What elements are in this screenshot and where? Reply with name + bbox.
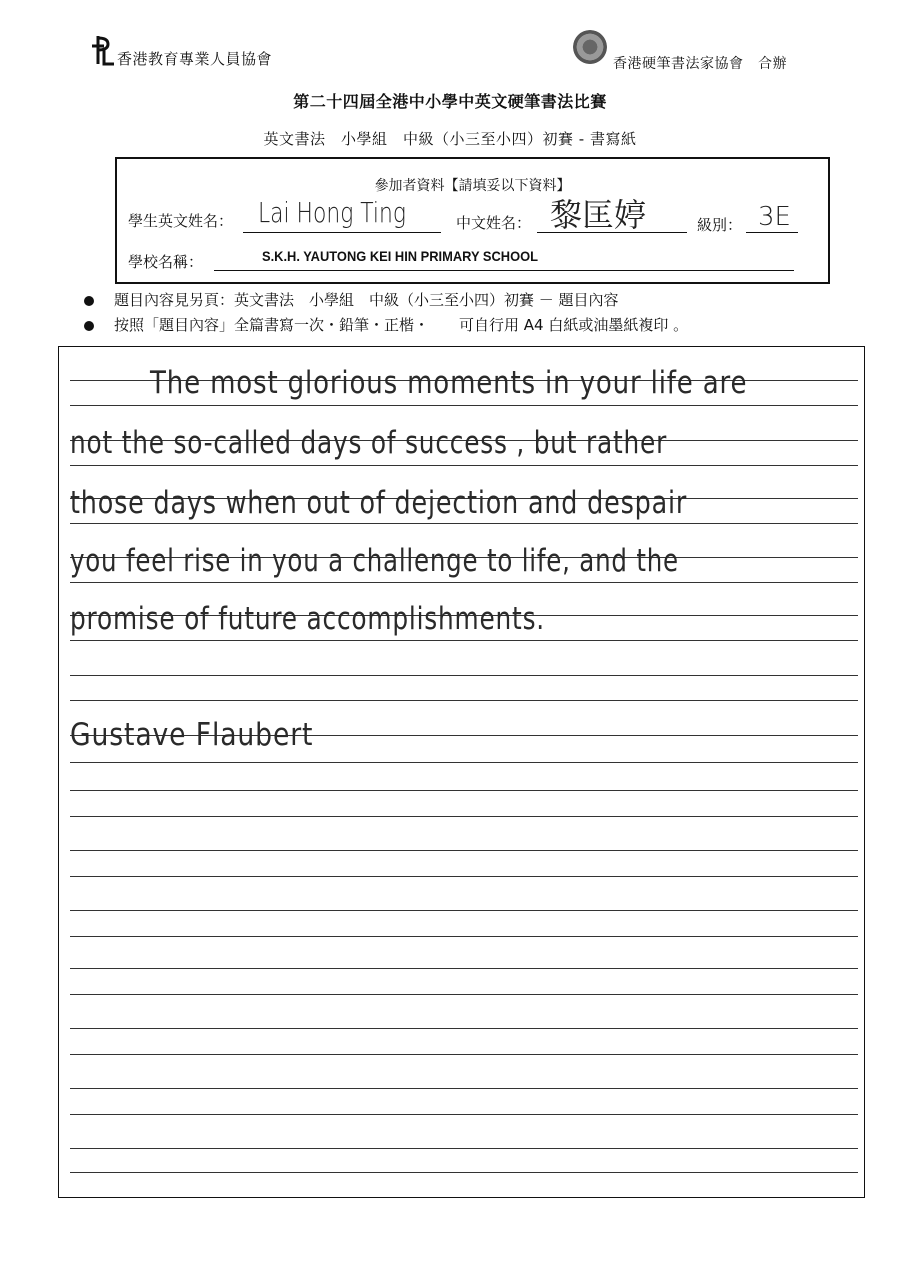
participant-info-heading: 參加者資料【請填妥以下資料】 bbox=[374, 178, 571, 194]
school-name-value[interactable]: S.K.H. YAUTONG KEI HIN PRIMARY SCHOOL bbox=[262, 248, 539, 264]
school-name-label: 學校名稱： bbox=[128, 253, 204, 271]
ruled-line bbox=[70, 1148, 858, 1149]
ruled-line bbox=[70, 968, 858, 969]
ruled-line bbox=[70, 640, 858, 641]
class-line bbox=[746, 232, 798, 233]
chinese-name-value[interactable]: 黎匡婷 bbox=[550, 196, 647, 234]
competition-title: 第二十四屆全港中小學中英文硬筆書法比賽 bbox=[293, 92, 607, 111]
writing-paper-frame bbox=[58, 346, 865, 1198]
handwritten-line-1: The most glorious moments in your life are bbox=[150, 365, 748, 401]
ruled-line bbox=[70, 700, 858, 701]
competition-subtitle: 英文書法 小學組 中級（小三至小四）初賽 - 書寫紙 bbox=[263, 130, 637, 148]
ruled-line bbox=[70, 523, 858, 524]
calligraphy-association-seal-icon bbox=[573, 30, 607, 64]
ruled-line bbox=[70, 876, 858, 877]
ruled-line bbox=[70, 1114, 858, 1115]
handwritten-line-4: you feel rise in you a challenge to life, and the bbox=[70, 543, 679, 579]
ruled-line bbox=[70, 675, 858, 676]
handwritten-signature-line: Gustave Flaubert bbox=[70, 717, 314, 753]
ruled-line bbox=[70, 1172, 858, 1173]
ruled-line bbox=[70, 816, 858, 817]
handwritten-line-2: not the so-called days of success , but rather bbox=[70, 425, 668, 461]
handwritten-line-5: promise of future accomplishments. bbox=[70, 601, 545, 637]
ruled-line bbox=[70, 762, 858, 763]
instruction-2 bbox=[84, 314, 688, 335]
pttu-logo-icon bbox=[88, 34, 116, 68]
ruled-line bbox=[70, 910, 858, 911]
ruled-line bbox=[70, 790, 858, 791]
class-label: 級別： bbox=[697, 216, 743, 234]
ruled-line bbox=[70, 1054, 858, 1055]
english-name-label: 學生英文姓名： bbox=[128, 212, 234, 230]
chinese-name-label: 中文姓名： bbox=[456, 214, 532, 232]
class-value[interactable]: 3E bbox=[758, 202, 791, 232]
ruled-line bbox=[70, 1028, 858, 1029]
organizer-right: 香港硬筆書法家協會 合辦 bbox=[613, 56, 787, 72]
ruled-line bbox=[70, 1088, 858, 1089]
ruled-line bbox=[70, 936, 858, 937]
ruled-line bbox=[70, 405, 858, 406]
instruction-1-text: 題目內容見另頁：英文書法 小學組 中級（小三至小四）初賽 － 題目內容 bbox=[114, 291, 619, 309]
ruled-line bbox=[70, 994, 858, 995]
organizer-left: 香港教育專業人員協會 bbox=[117, 50, 273, 68]
english-name-line bbox=[243, 232, 441, 233]
ruled-line bbox=[70, 465, 858, 466]
school-name-line bbox=[214, 270, 794, 271]
bullet-icon bbox=[84, 296, 94, 306]
instruction-1 bbox=[84, 289, 619, 310]
ruled-line bbox=[70, 850, 858, 851]
bullet-icon bbox=[84, 321, 94, 331]
ruled-line bbox=[70, 582, 858, 583]
handwritten-line-3: those days when out of dejection and despair bbox=[70, 485, 688, 521]
english-name-value[interactable]: Lai Hong Ting bbox=[258, 196, 406, 229]
instruction-2-text: 按照「題目內容」全篇書寫一次・鉛筆・正楷・ 可自行用 A4 白紙或油墨紙複印 。 bbox=[114, 316, 689, 334]
